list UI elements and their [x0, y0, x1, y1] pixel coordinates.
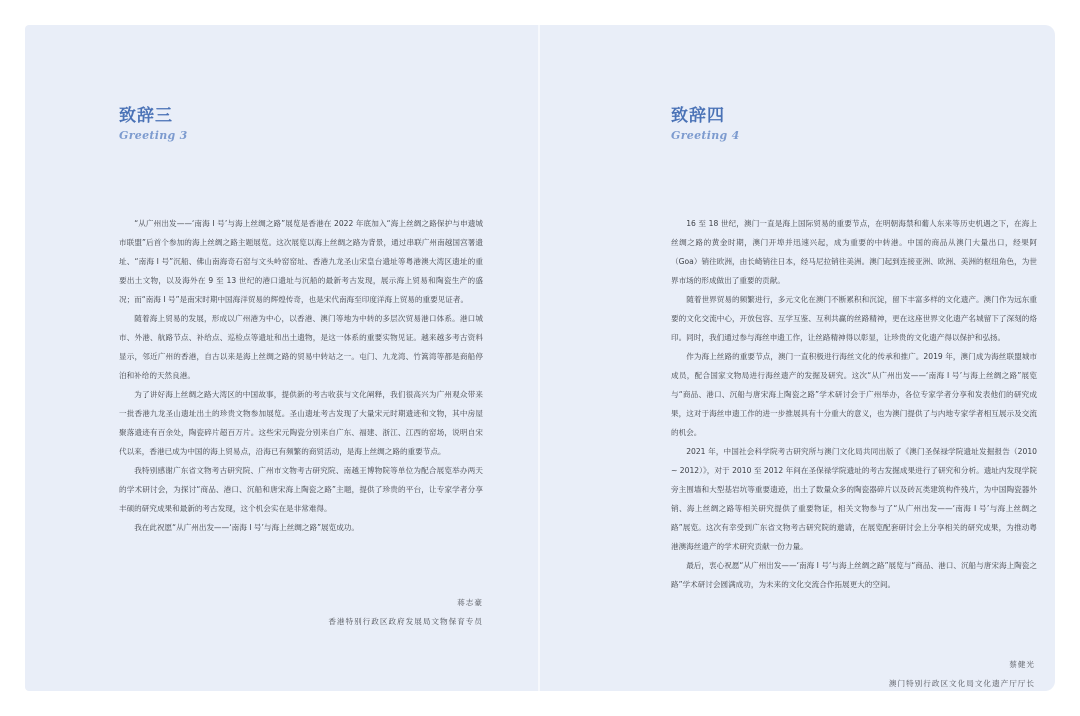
page-subheading: Greeting 4: [671, 129, 740, 142]
left-page: [25, 25, 538, 691]
paragraph: 作为海上丝路的重要节点，澳门一直积极进行海丝文化的传承和推广。2019 年，澳门成为海丝联盟城市成员，配合国家文物局进行海丝遗产的发掘及研究。这次“从广州出发——‘南海 I 号’与海上丝绸之路”展览与“商品、港口、沉船与唐宋海上陶瓷之路”学术研讨会于广州举办，各位专家学者分享和发表他们的研究成果，这对于海丝申遗工作的进一步推展具有十分重大的意义，也为澳门提供了与内地专家学者相互展示及交流的机会。: [671, 352, 1037, 437]
paragraph: 随着世界贸易的频繁进行，多元文化在澳门不断累积和沉淀，留下丰富多样的文化遗产。澳门作为远东重要的文化交流中心，开放包容、互学互鉴、互利共赢的丝路精神，更在这座世界文化遗产名城留下了深刻的烙印。同时，我们通过参与海丝申遗工作，让丝路精神得以彰显，让珍贵的文化遗产得以保护和弘扬。: [671, 295, 1037, 342]
page-heading: 致辞四: [671, 106, 725, 126]
book-spread: [25, 25, 1055, 691]
paragraph: 随着海上贸易的发展，形成以广州港为中心，以香港、澳门等地为中转的多层次贸易港口体系。港口城市、外港、航路节点、补给点、巡检点等遗址和出土遗物，是这一体系的重要实物见证。越来越多考古资料显示，邻近广州的香港，自古以来是海上丝绸之路的贸易中转站之一。屯门、九龙湾、竹篙湾等都是商船停泊和补给的天然良港。: [119, 314, 483, 380]
paragraph: 最后，衷心祝愿“从广州出发——‘南海 I 号’与海上丝绸之路”展览与“商品、港口、沉船与唐宋海上陶瓷之路”学术研讨会圆满成功，为未来的文化交流合作拓展更大的空间。: [671, 561, 1037, 589]
paragraph: 2021 年，中国社会科学院考古研究所与澳门文化局共同出版了《澳门圣保禄学院遗址发掘报告（2010 ~ 2012）》，对于 2010 至 2012 年间在圣保禄学院遗址的考古发掘成果进行了研究和分析。遗址内发现学院旁主围墙和大型基岩坑等重要遗迹，出土了数量众多的陶瓷器碎片以及砖瓦类建筑构件残片，为中国陶瓷器外销、海上丝绸之路等相关研究提供了重要物证，相关文物参与了“从广州出发——‘南海 I 号’与海上丝绸之路”展览。这次有幸受到广东省文物考古研究院的邀请，在展览配套研讨会上分享相关的研究成果，为推动粤港澳海丝遗产的学术研究贡献一份力量。: [671, 447, 1037, 551]
signature-name: 蔡健光: [1009, 660, 1035, 669]
paragraph: 我特别感谢广东省文物考古研究院、广州市文物考古研究院、南越王博物院等单位为配合展览举办两天的学术研讨会，为探讨“商品、港口、沉船和唐宋海上陶瓷之路”主题，提供了珍贵的平台，让专家学者分享丰硕的研究成果和最新的考古发现，这个机会实在是非常难得。: [119, 466, 483, 513]
paragraph: “从广州出发——‘南海 I 号’与海上丝绸之路”展览是香港在 2022 年底加入“海上丝绸之路保护与申遗城市联盟”后首个参加的海上丝绸之路主题展览。这次展览以海上丝绸之路为背景，通过串联广州南越国宫署遗址、“南海 I 号”沉船、佛山南海奇石窑与文头岭窑窑址、香港九龙圣山宋皇台遗址等粤港澳大湾区遗址的重要出土文物，以及海外在 9 至 13 世纪的港口遗址与沉船的最新考古发现，展示海上贸易和陶瓷生产的盛况；而“南海 I 号”是南宋时期中国海洋贸易的辉煌传奇，也是宋代南海至印度洋海上贸易的重要见证者。: [119, 219, 483, 304]
signature-title: 澳门特别行政区文化局文化遗产厅厅长: [888, 679, 1035, 688]
signature-name: 蒋志豪: [457, 598, 483, 607]
right-page: [540, 25, 1055, 691]
speech-body: [119, 214, 483, 537]
page-subheading: Greeting 3: [119, 129, 188, 142]
paragraph: 我在此祝愿“从广州出发——‘南海 I 号’与海上丝绸之路”展览成功。: [134, 523, 359, 532]
page-heading: 致辞三: [119, 106, 173, 126]
signature-title: 香港特别行政区政府发展局文物保育专员: [328, 617, 483, 626]
speech-body: [671, 214, 1037, 594]
paragraph: 16 至 18 世纪，澳门一直是海上国际贸易的重要节点，在明朝海禁和葡人东来等历史机遇之下，在海上丝绸之路的黄金时期，澳门开埠并迅速兴起，成为重要的中转港。中国的商品从澳门大量出口，经果阿（Goa）销往欧洲，由长崎销往日本，经马尼拉销往美洲。澳门起到连接亚洲、欧洲、美洲的枢纽角色，为世界市场的形成做出了重要的贡献。: [671, 219, 1037, 285]
paragraph: 为了讲好海上丝绸之路大湾区的中国故事，提供新的考古收获与文化阐释，我们很高兴为广州观众带来一批香港九龙圣山遗址出土的珍贵文物参加展览。圣山遗址考古发现了大量宋元时期遗迹和文物，其中房屋聚落遗迹有百余处，陶瓷碎片超百万片。这些宋元陶瓷分别来自广东、福建、浙江、江西的窑场，说明自宋代以来，香港已成为中国的海上贸易点，沿海已有频繁的商贸活动，是海上丝绸之路的重要节点。: [119, 390, 483, 456]
